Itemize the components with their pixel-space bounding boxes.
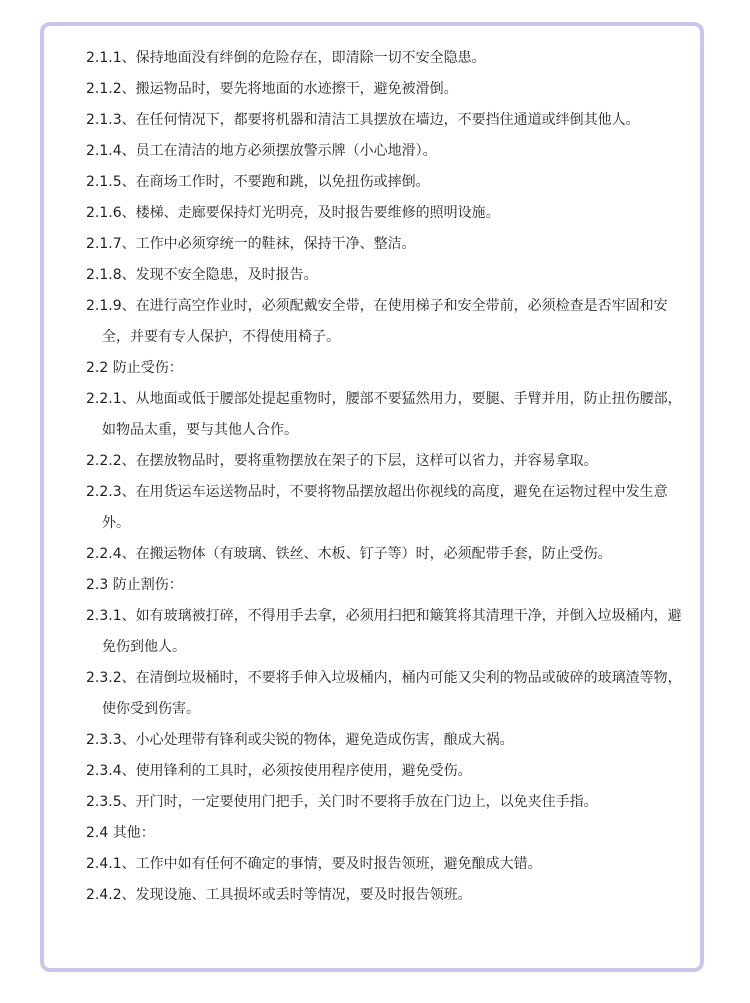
- rule-2-1-4: 2.1.4、员工在清洁的地方必须摆放警示牌（小心地滑）。: [86, 143, 437, 159]
- rule-2-1-9: 2.1.9、在进行高空作业时，必须配戴安全带，在使用梯子和安全带前，必须检查是否牢固和安全，并要有专人保护，不得使用椅子。: [86, 298, 668, 345]
- rule-2-1-3: 2.1.3、在任何情况下，都要将机器和清洁工具摆放在墙边，不要挡住通道或绊倒其他人。: [86, 112, 640, 128]
- rule-2-4-1: 2.4.1、工作中如有任何不确定的事情，要及时报告领班，避免酿成大错。: [86, 856, 542, 872]
- rule-2-4-2: 2.4.2、发现设施、工具损坏或丢时等情况，要及时报告领班。: [86, 887, 472, 903]
- rule-2-1-8: 2.1.8、发现不安全隐患，及时报告。: [86, 267, 318, 283]
- rule-2-3-5: 2.3.5、开门时，一定要使用门把手，关门时不要将手放在门边上，以免夹住手指。: [86, 794, 598, 810]
- rule-2-2-1: 2.2.1、从地面或低于腰部处提起重物时，腰部不要猛然用力，要腿、手臂并用，防止扭伤腰部，如物品太重，要与其他人合作。: [86, 391, 682, 438]
- section-heading-2-3: 2.3 防止割伤：: [86, 577, 183, 593]
- rule-2-1-7: 2.1.7、工作中必须穿统一的鞋袜，保持干净、整洁。: [86, 236, 416, 252]
- rule-2-3-2: 2.3.2、在清倒垃圾桶时，不要将手伸入垃圾桶内，桶内可能又尖利的物品或破碎的玻璃渣等物，使你受到伤害。: [86, 670, 682, 717]
- rule-2-1-2: 2.1.2、搬运物品时，要先将地面的水迹擦干，避免被滑倒。: [86, 81, 458, 97]
- rule-2-2-3: 2.2.3、在用货运车运送物品时，不要将物品摆放超出你视线的高度，避免在运物过程中发生意外。: [86, 484, 668, 531]
- rule-2-2-4: 2.2.4、在搬运物体（有玻璃、铁丝、木板、钉子等）时，必须配带手套，防止受伤。: [86, 546, 612, 562]
- rule-2-1-1: 2.1.1、保持地面没有绊倒的危险存在，即清除一切不安全隐患。: [86, 50, 486, 66]
- rule-2-2-2: 2.2.2、在摆放物品时，要将重物摆放在架子的下层，这样可以省力，并容易拿取。: [86, 453, 598, 469]
- document-body: [86, 43, 686, 911]
- rule-2-3-3: 2.3.3、小心处理带有锋利或尖锐的物体，避免造成伤害，酿成大祸。: [86, 732, 514, 748]
- rule-2-1-5: 2.1.5、在商场工作时，不要跑和跳，以免扭伤或摔倒。: [86, 174, 430, 190]
- rule-2-3-1: 2.3.1、如有玻璃被打碎，不得用手去拿，必须用扫把和簸箕将其清理干净，并倒入垃圾桶内，避免伤到他人。: [86, 608, 682, 655]
- document-page: [40, 22, 704, 972]
- rule-2-1-6: 2.1.6、楼梯、走廊要保持灯光明亮，及时报告要维修的照明设施。: [86, 205, 500, 221]
- section-heading-2-2: 2.2 防止受伤：: [86, 360, 183, 376]
- section-heading-2-4: 2.4 其他：: [86, 825, 155, 841]
- rule-2-3-4: 2.3.4、使用锋利的工具时，必须按使用程序使用，避免受伤。: [86, 763, 472, 779]
